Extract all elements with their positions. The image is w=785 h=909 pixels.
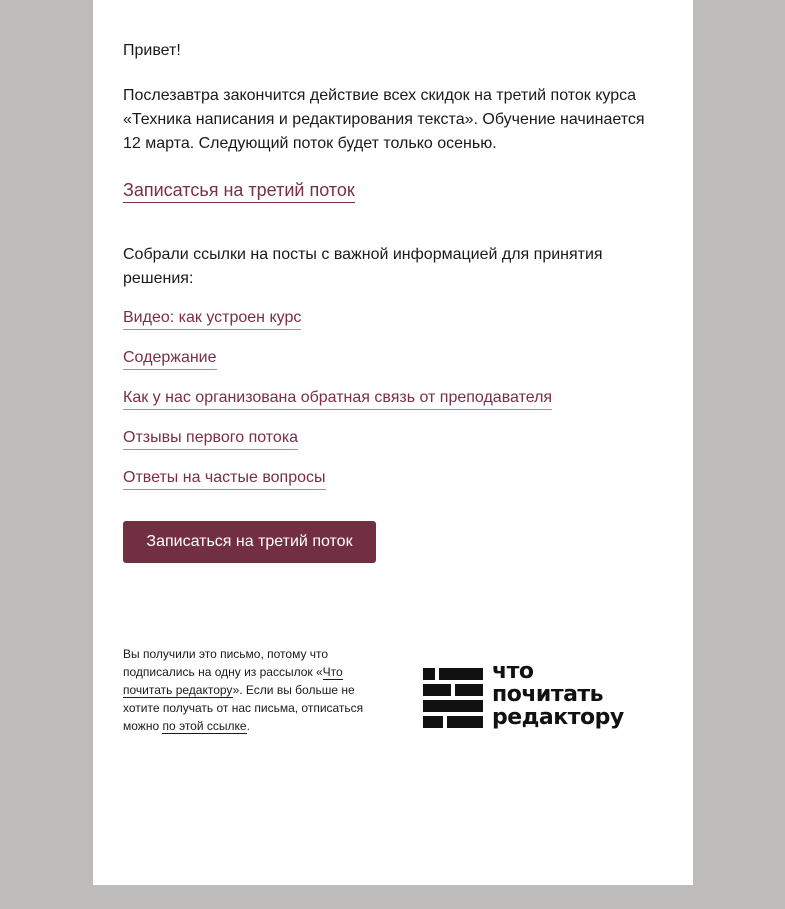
footer-text-3: . [246, 719, 250, 733]
email-card [93, 0, 693, 885]
unsubscribe-link[interactable]: по этой ссылке [162, 719, 247, 733]
list-item [123, 387, 552, 427]
signup-link[interactable]: Записатсья на третий поток [123, 178, 355, 203]
list-item [123, 307, 552, 347]
footer-text-1: Вы получили это письмо, потому что подписались на одну из рассылок « [123, 647, 329, 679]
logo-bars-icon [423, 668, 483, 728]
link-video-course[interactable]: Видео: как устроен курс [123, 307, 301, 330]
signup-button[interactable]: Записаться на третий поток [123, 521, 376, 563]
links-intro-paragraph: Собрали ссылки на посты с важной информацией для принятия решения: [123, 246, 603, 287]
link-faq[interactable]: Ответы на частые вопросы [123, 467, 326, 490]
info-links-list [123, 307, 552, 507]
list-item [123, 427, 552, 467]
logo-line-1: что [492, 659, 534, 684]
link-feedback[interactable]: Как у нас организована обратная связь от преподавателя [123, 387, 552, 410]
footer-notice [123, 645, 383, 735]
logo-line-2: почитать [492, 682, 604, 707]
newsletter-link[interactable]: Что почитать редактору [123, 665, 343, 697]
brand-logo [423, 659, 663, 736]
footer-text-2: ». Если вы больше не хотите получать от нас письма, отписаться можно [123, 683, 364, 733]
logo-wordmark [492, 660, 624, 729]
intro-paragraph: Послезавтра закончится действие всех скидок на третий поток курса «Техника написания и редактирования текста». Обучение начинается 12 марта. Следующий поток будет только осенью. [123, 87, 645, 152]
list-item [123, 467, 552, 507]
list-item [123, 347, 552, 387]
link-contents[interactable]: Содержание [123, 347, 217, 370]
greeting: Привет! [123, 42, 181, 59]
link-reviews[interactable]: Отзывы первого потока [123, 427, 298, 450]
logo-line-3: редактору [492, 705, 624, 730]
